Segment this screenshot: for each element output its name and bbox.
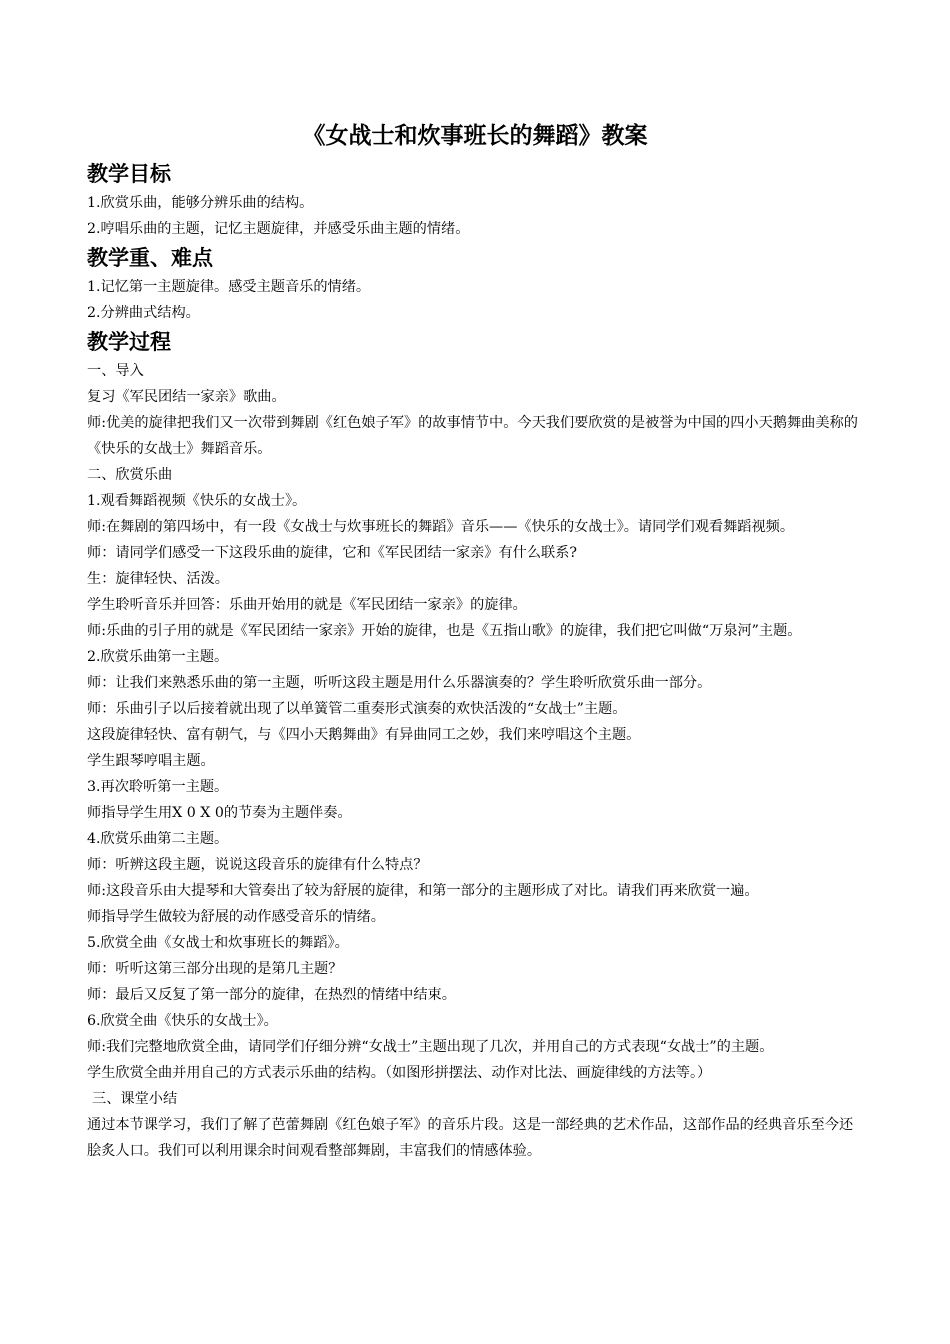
goal-line: 1.欣赏乐曲，能够分辨乐曲的结构。 bbox=[87, 195, 314, 211]
process-line: 学生聆听音乐并回答：乐曲开始用的就是《军民团结一家亲》的旋律。 bbox=[87, 597, 527, 613]
process-paragraph: 师:优美的旋律把我们又一次带到舞剧《红色娘子军》的故事情节中。今天我们要欣赏的是被誉为中国的四小天鹅舞曲美称的《快乐的女战士》舞蹈音乐。 bbox=[87, 415, 858, 457]
process-line: 师：请同学们感受一下这段乐曲的旋律，它和《军民团结一家亲》有什么联系? bbox=[87, 545, 577, 561]
process-subheading: 三、课堂小结 bbox=[92, 1091, 178, 1107]
process-line: 师：听辨这段主题，说说这段音乐的旋律有什么特点？ bbox=[87, 857, 428, 873]
section-heading-keypoints: 教学重、难点 bbox=[87, 245, 213, 270]
section-heading-goals: 教学目标 bbox=[87, 161, 171, 186]
process-paragraph: 师:乐曲的引子用的就是《军民团结一家亲》开始的旋律，也是《五指山歌》的旋律，我们把它叫做“万泉河”主题。 bbox=[87, 623, 802, 639]
section-heading-process: 教学过程 bbox=[87, 329, 171, 354]
process-line: 师指导学生用X 0 X 0的节奏为主题伴奏。 bbox=[87, 805, 352, 821]
process-line: 师：让我们来熟悉乐曲的第一主题，听听这段主题是用什么乐器演奏的？学生聆听欣赏乐曲一部分。 bbox=[87, 675, 712, 691]
document-body bbox=[87, 158, 867, 1164]
process-paragraph: 师:在舞剧的第四场中，有一段《女战士与炊事班长的舞蹈》音乐——《快乐的女战士》。请同学们观看舞蹈视频。 bbox=[87, 519, 795, 535]
process-paragraph: 通过本节课学习，我们了解了芭蕾舞剧《红色娘子军》的音乐片段。这是一部经典的艺术作品，这部作品的经典音乐至今还脍炙人口。我们可以利用课余时间观看整部舞剧，丰富我们的情感体验。 bbox=[87, 1117, 854, 1159]
goal-line: 2.哼唱乐曲的主题，记忆主题旋律，并感受乐曲主题的情绪。 bbox=[87, 221, 470, 237]
process-subheading: 二、欣赏乐曲 bbox=[87, 467, 173, 483]
process-line: 师：乐曲引子以后接着就出现了以单簧管二重奏形式演奏的欢快活泼的“女战士”主题。 bbox=[87, 701, 627, 717]
keypoint-line: 1.记忆第一主题旋律。感受主题音乐的情绪。 bbox=[87, 279, 371, 295]
process-line: 师：听听这第三部分出现的是第几主题？ bbox=[87, 961, 343, 977]
process-line: 学生欣赏全曲并用自己的方式表示乐曲的结构。（如图形拼摆法、动作对比法、画旋律线的方法等。） bbox=[87, 1065, 712, 1081]
process-line: 生：旋律轻快、活泼。 bbox=[87, 571, 229, 587]
process-line: 1.观看舞蹈视频《快乐的女战士》。 bbox=[87, 493, 307, 509]
process-line: 这段旋律轻快、富有朝气，与《四小天鹅舞曲》有异曲同工之妙，我们来哼唱这个主题。 bbox=[87, 727, 641, 743]
process-line: 师：最后又反复了第一部分的旋律，在热烈的情绪中结束。 bbox=[87, 987, 456, 1003]
process-line: 2.欣赏乐曲第一主题。 bbox=[87, 649, 229, 665]
process-line: 4.欣赏乐曲第二主题。 bbox=[87, 831, 229, 847]
process-line: 学生跟琴哼唱主题。 bbox=[87, 753, 215, 769]
process-line: 复习《军民团结一家亲》歌曲。 bbox=[87, 389, 286, 405]
process-line: 3.再次聆听第一主题。 bbox=[87, 779, 229, 795]
keypoint-line: 2.分辨曲式结构。 bbox=[87, 305, 200, 321]
process-line: 师:这段音乐由大提琴和大管奏出了较为舒展的旋律，和第一部分的主题形成了对比。请我们再来欣赏一遍。 bbox=[87, 883, 759, 899]
process-line: 5.欣赏全曲《女战士和炊事班长的舞蹈》。 bbox=[87, 935, 349, 951]
process-paragraph: 师:我们完整地欣赏全曲，请同学们仔细分辨“女战士”主题出现了几次，并用自己的方式表现“女战士”的主题。 bbox=[87, 1039, 774, 1055]
document-title: 《女战士和炊事班长的舞蹈》教案 bbox=[302, 122, 648, 149]
process-subheading: 一、导入 bbox=[87, 363, 144, 379]
process-line: 6.欣赏全曲《快乐的女战士》。 bbox=[87, 1013, 278, 1029]
process-line: 师指导学生做较为舒展的动作感受音乐的情绪。 bbox=[87, 909, 385, 925]
